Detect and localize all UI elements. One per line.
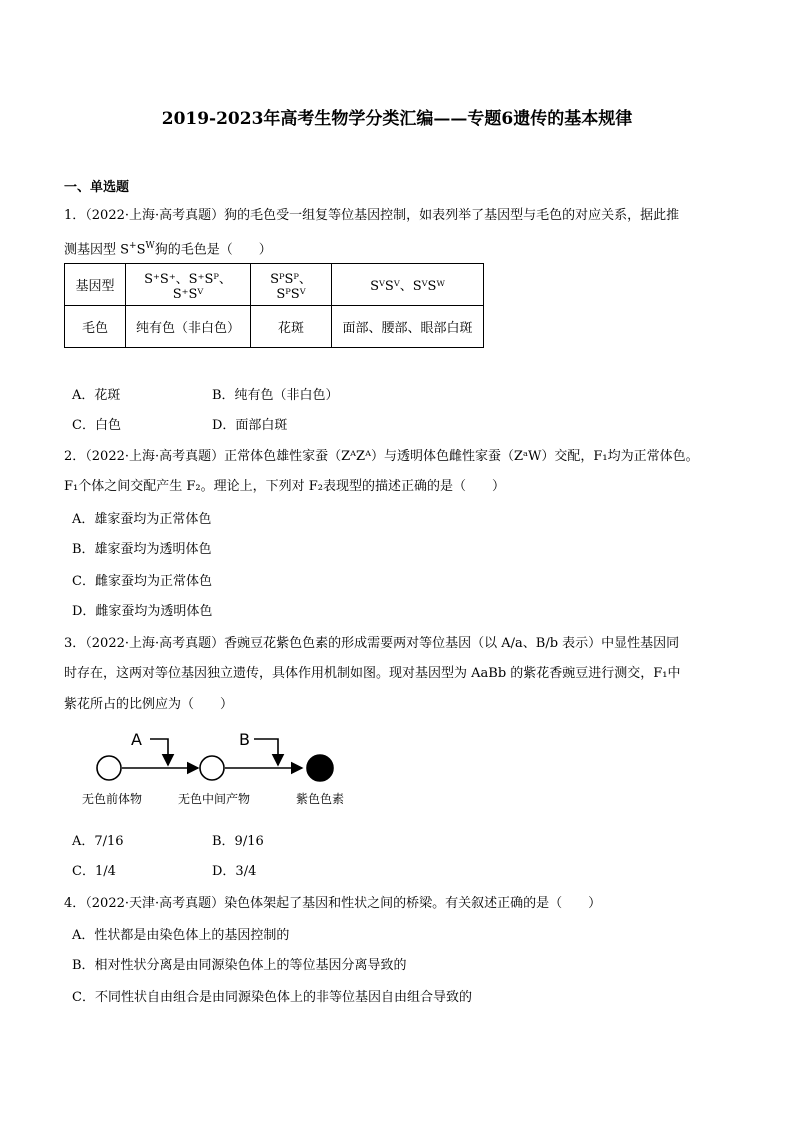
q1-stem-post: 狗的毛色是（ ） <box>154 242 272 258</box>
q1-stem-mid: S <box>136 242 146 258</box>
q1-stem-line2 <box>64 238 272 258</box>
q1-option-d[interactable]: D．面部白斑 <box>212 418 288 433</box>
table-cell-genotype-2: SᴾSᴾ、SᴾSⱽ <box>251 264 332 306</box>
table-row <box>65 306 484 348</box>
q3-option-c[interactable]: C．1/4 <box>72 864 116 879</box>
table-cell-genotype-3: SⱽSⱽ、SⱽSᵂ <box>332 264 484 306</box>
q4-option-b[interactable]: B．相对性状分离是由同源染色体上的等位基因分离导致的 <box>72 958 407 973</box>
intermediate-circle <box>200 756 224 780</box>
table-header-coat: 毛色 <box>65 306 126 348</box>
table-cell-coat-2: 花斑 <box>251 306 332 348</box>
q1-sup-w: W <box>145 241 155 251</box>
intermediate-label: 无色中间产物 <box>178 792 251 806</box>
pigment-circle <box>307 755 333 781</box>
q4-option-c[interactable]: C．不同性状自由组合是由同源染色体上的非等位基因自由组合导致的 <box>72 990 472 1005</box>
table-header-genotype: 基因型 <box>65 264 126 306</box>
pigment-label: 紫色色素 <box>296 792 345 806</box>
q1-option-b[interactable]: B．纯有色（非白色） <box>212 388 339 403</box>
gene-b-arrow <box>254 739 278 765</box>
gene-a-label: A <box>131 730 142 749</box>
q3-option-d[interactable]: D．3/4 <box>212 864 257 879</box>
q3-stem-line3: 紫花所占的比例应为（ ） <box>64 697 234 712</box>
q2-option-c[interactable]: C．雌家蚕均为正常体色 <box>72 574 212 589</box>
genotype-table <box>64 263 484 348</box>
q3-stem-line1: 3．（2022·上海·高考真题）香豌豆花紫色色素的形成需要两对等位基因（以 A/a、B/b 表示）中显性基因同 <box>64 636 680 651</box>
q2-stem-line1: 2．（2022·上海·高考真题）正常体色雄性家蚕（ZᴬZᴬ）与透明体色雌性家蚕（ZᵃW）交配，F₁均为正常体色。 <box>64 449 699 464</box>
gene-b-label: B <box>239 730 250 749</box>
q3-stem-line2: 时存在，这两对等位基因独立遗传，具体作用机制如图。现对基因型为 AaBb 的紫花香豌豆进行测交，F₁中 <box>64 666 681 681</box>
page-title: 2019-2023年高考生物学分类汇编——专题6遗传的基本规律 <box>161 109 633 129</box>
q1-option-a[interactable]: A．花斑 <box>72 388 121 403</box>
table-cell-coat-1: 纯有色（非白色） <box>126 306 251 348</box>
section-heading: 一、单选题 <box>64 180 130 195</box>
q1-stem-pre: 测基因型 S <box>64 242 130 258</box>
q3-option-a[interactable]: A．7/16 <box>72 834 124 849</box>
q1-stem-line1: 1．（2022·上海·高考真题）狗的毛色受一组复等位基因控制，如表列举了基因型与毛色的对应关系，据此推 <box>64 208 680 223</box>
table-cell-genotype-1: S⁺S⁺、S⁺Sᴾ、S⁺Sⱽ <box>126 264 251 306</box>
q3-option-b[interactable]: B．9/16 <box>212 834 264 849</box>
precursor-circle <box>97 756 121 780</box>
q2-stem-line2: F₁个体之间交配产生 F₂。理论上，下列对 F₂表现型的描述正确的是（ ） <box>64 479 505 494</box>
precursor-label: 无色前体物 <box>82 792 143 806</box>
gene-a-arrow <box>150 739 168 765</box>
pathway-diagram <box>80 725 380 795</box>
table-row <box>65 264 484 306</box>
q4-stem-line1: 4．（2022·天津·高考真题）染色体架起了基因和性状之间的桥梁。有关叙述正确的是（ ） <box>64 896 602 911</box>
q1-option-c[interactable]: C．白色 <box>72 418 121 433</box>
q4-option-a[interactable]: A．性状都是由染色体上的基因控制的 <box>72 928 290 943</box>
q2-option-b[interactable]: B．雄家蚕均为透明体色 <box>72 542 212 557</box>
q2-option-a[interactable]: A．雄家蚕均为正常体色 <box>72 512 212 527</box>
q2-option-d[interactable]: D．雌家蚕均为透明体色 <box>72 604 213 619</box>
table-cell-coat-3: 面部、腰部、眼部白斑 <box>332 306 484 348</box>
q1-sup-plus: + <box>129 241 137 251</box>
